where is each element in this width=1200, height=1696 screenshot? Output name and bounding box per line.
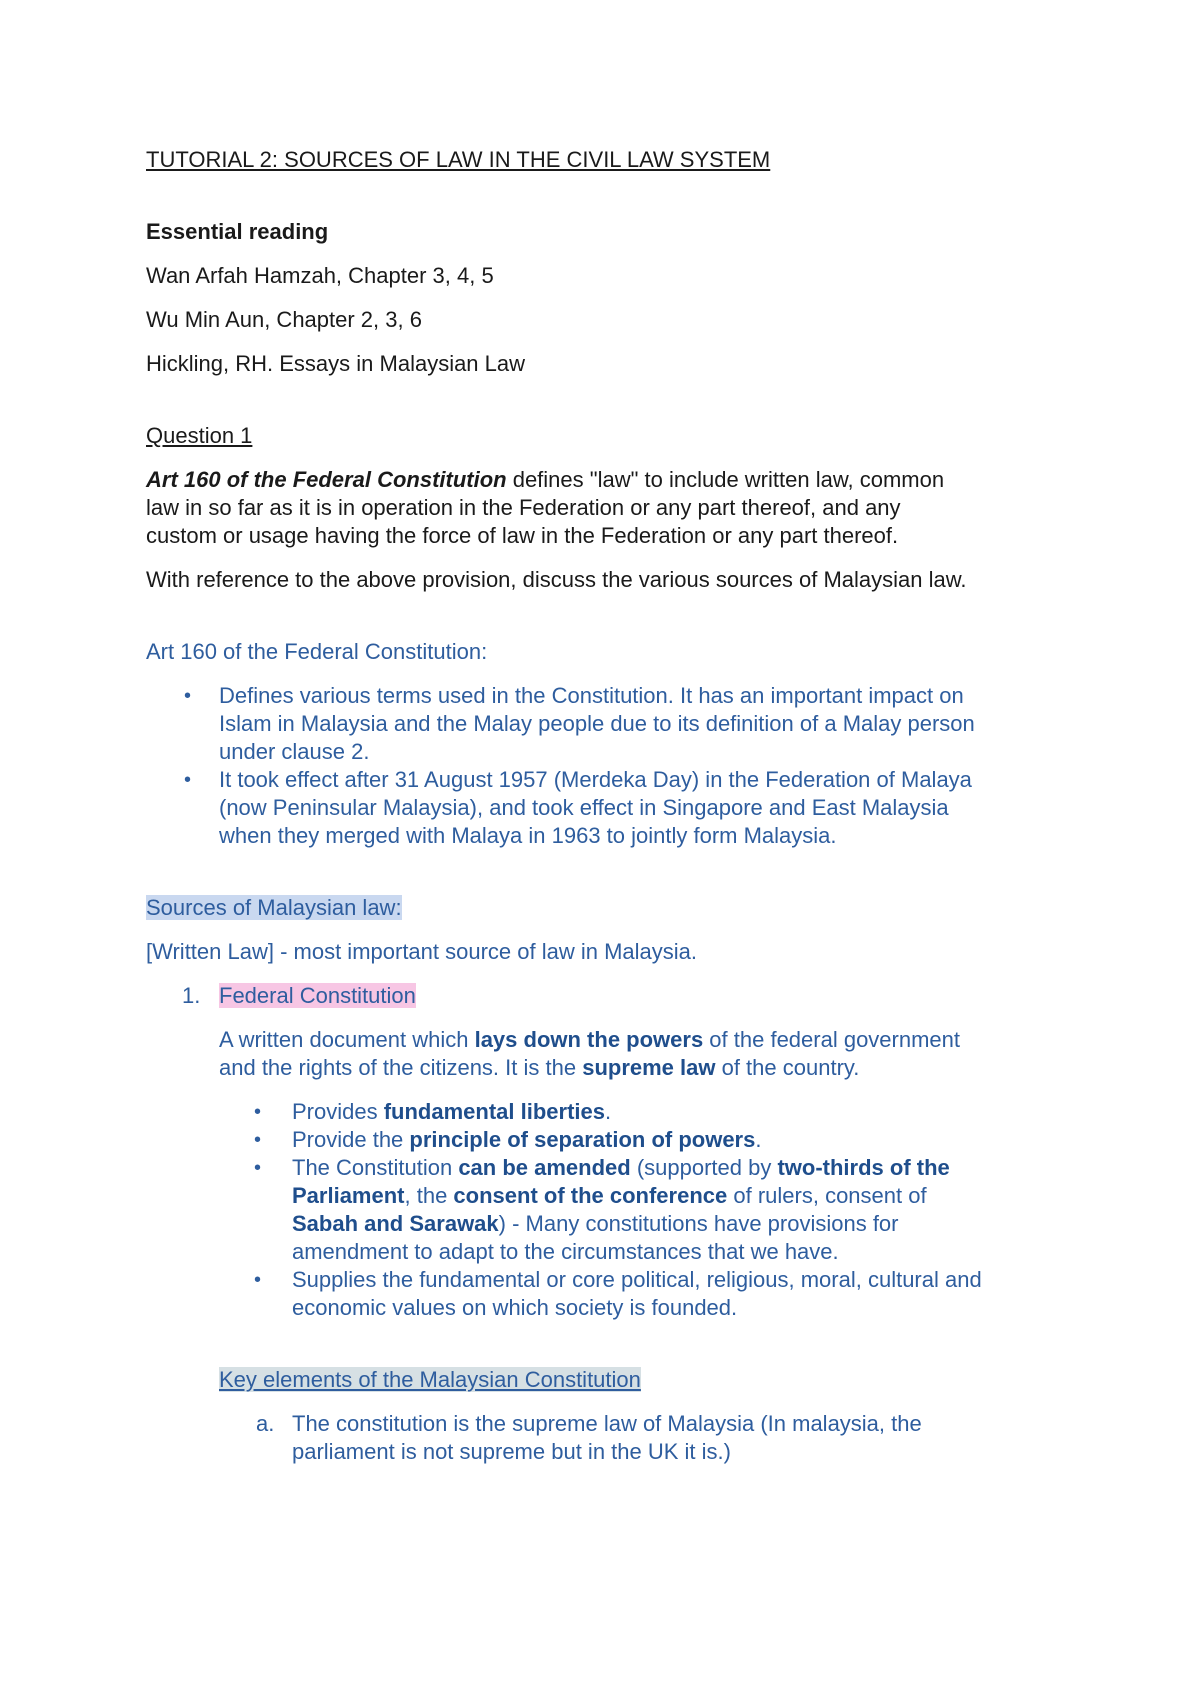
text-span: .: [605, 1099, 612, 1124]
text-span: .: [755, 1127, 762, 1152]
text-span: of the federal government: [703, 1027, 961, 1052]
reading-item: Wan Arfah Hamzah, Chapter 3, 4, 5: [146, 263, 494, 288]
fc-bullet-line: Supplies the fundamental or core political, religious, moral, cultural and: [292, 1267, 982, 1292]
bold-span: consent of the conference: [453, 1183, 728, 1208]
bullet-icon: •: [254, 1157, 262, 1179]
text-span: of the country.: [715, 1055, 860, 1080]
reading-item: Hickling, RH. Essays in Malaysian Law: [146, 351, 526, 376]
question-line: law in so far as it is in operation in the Federation or any part thereof, and any: [146, 495, 901, 520]
text-span: of rulers, consent of: [727, 1183, 927, 1208]
bullet-icon: •: [254, 1129, 262, 1151]
list-letter: a.: [256, 1411, 275, 1436]
bullet-icon: •: [254, 1269, 262, 1291]
reading-heading: Essential reading: [146, 219, 329, 244]
fc-bullet-line: economic values on which society is founded.: [292, 1295, 738, 1320]
bullet-icon: •: [254, 1101, 262, 1123]
art160-bullet-line: when they merged with Malaya in 1963 to jointly form Malaysia.: [219, 823, 837, 848]
sources-heading-text: Sources of Malaysian law:: [146, 895, 402, 920]
text-span: ) - Many constitutions have provisions for: [498, 1211, 899, 1236]
question-line: [146, 466, 944, 494]
fc-bullet-line: [292, 1126, 761, 1154]
document-title: TUTORIAL 2: SOURCES OF LAW IN THE CIVIL LAW SYSTEM: [146, 147, 771, 172]
text-span: Provide the: [292, 1127, 410, 1152]
bullet-icon: •: [184, 685, 192, 707]
art160-bullet-line: under clause 2.: [219, 739, 370, 764]
text-span: (supported by: [630, 1155, 778, 1180]
key-element-line: The constitution is the supreme law of Malaysia (In malaysia, the: [292, 1411, 922, 1436]
key-element-line: parliament is not supreme but in the UK it is.): [292, 1439, 731, 1464]
text-span: , the: [404, 1183, 454, 1208]
fc-description-line: [219, 1054, 859, 1082]
bullet-icon: •: [184, 769, 192, 791]
federal-constitution-label: Federal Constitution: [219, 983, 416, 1008]
bold-span: principle of separation of powers: [409, 1127, 756, 1152]
federal-constitution-item: [219, 982, 416, 1010]
question-line: custom or usage having the force of law in the Federation or any part thereof.: [146, 523, 899, 548]
art160-bullet-line: Islam in Malaysia and the Malay people due to its definition of a Malay person: [219, 711, 975, 736]
text-span: A written document which: [219, 1027, 475, 1052]
text-span: Provides: [292, 1099, 384, 1124]
fc-description-line: [219, 1026, 960, 1054]
fc-bullet-line: [292, 1098, 611, 1126]
fc-bullet-line: [292, 1210, 899, 1238]
fc-bullet-line: amendment to adapt to the circumstances that we have.: [292, 1239, 839, 1264]
written-law-line: [Written Law] - most important source of law in Malaysia.: [146, 939, 698, 964]
bold-span: lays down the powers: [474, 1027, 704, 1052]
bold-span: can be amended: [458, 1155, 631, 1180]
fc-bullet-line: [292, 1154, 950, 1182]
art160-bullet-line: It took effect after 31 August 1957 (Merdeka Day) in the Federation of Malaya: [219, 767, 972, 792]
sources-heading: [146, 894, 402, 922]
bold-span: supreme law: [582, 1055, 716, 1080]
fc-bullet-line: [292, 1182, 927, 1210]
text-span: The Constitution: [292, 1155, 459, 1180]
reading-item: Wu Min Aun, Chapter 2, 3, 6: [146, 307, 422, 332]
key-elements-heading: [219, 1366, 641, 1394]
art160-heading: Art 160 of the Federal Constitution:: [146, 639, 488, 664]
art160-bullet-line: Defines various terms used in the Constitution. It has an important impact on: [219, 683, 964, 708]
text-span: and the rights of the citizens. It is the: [219, 1055, 583, 1080]
art160-reference: Art 160 of the Federal Constitution: [146, 467, 507, 492]
question-text: defines "law" to include written law, common: [506, 467, 945, 492]
key-elements-heading-text: Key elements of the Malaysian Constitution: [219, 1367, 641, 1392]
list-number: 1.: [182, 983, 201, 1008]
bold-span: two-thirds of the: [777, 1155, 950, 1180]
bold-span: Sabah and Sarawak: [292, 1211, 499, 1236]
bold-span: Parliament: [292, 1183, 405, 1208]
bold-span: fundamental liberties: [383, 1099, 605, 1124]
art160-bullet-line: (now Peninsular Malaysia), and took effect in Singapore and East Malaysia: [219, 795, 949, 820]
question-prompt: With reference to the above provision, discuss the various sources of Malaysian law.: [146, 567, 967, 592]
question-label: Question 1: [146, 423, 253, 448]
